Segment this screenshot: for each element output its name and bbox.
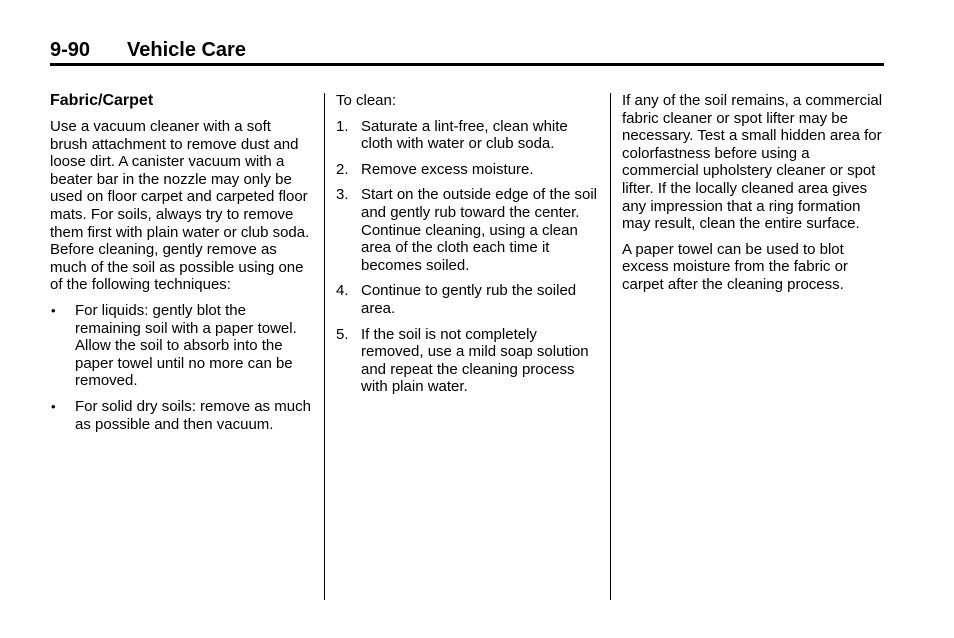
paragraph: If any of the soil remains, a commercial fabric cleaner or spot lifter may be necessary. Test a small hidden area for colorfastness before using a commercial upholstery cleaner or spot lifter. If the locally cleaned area gives any impression that a ring formation may result, clean the entire surface. <box>622 92 883 233</box>
list-item-text: For liquids: gently blot the remaining soil with a paper towel. Allow the soil to absorb into the paper towel until no more can be removed. <box>75 301 297 390</box>
header-rule <box>50 63 884 66</box>
step-number: 2. <box>336 160 349 178</box>
list-item-text: For solid dry soils: remove as much as possible and then vacuum. <box>75 397 311 433</box>
step-text: Remove excess moisture. <box>361 160 534 178</box>
list-item <box>50 398 312 433</box>
bullet-icon: • <box>51 398 56 414</box>
column-3 <box>622 92 888 302</box>
column-divider <box>324 93 325 600</box>
cleaning-steps <box>336 118 598 396</box>
step-number: 4. <box>336 282 349 300</box>
step-item <box>336 186 598 274</box>
technique-list <box>50 302 312 433</box>
steps-intro: To clean: <box>336 92 397 109</box>
step-number: 5. <box>336 325 349 343</box>
page-header <box>50 39 884 65</box>
step-number: 3. <box>336 186 349 204</box>
step-item <box>336 282 598 317</box>
step-text: Start on the outside edge of the soil and gently rub toward the center. Continue cleaning, using a clean area of the cloth each time it becomes soiled. <box>361 186 597 274</box>
step-number: 1. <box>336 117 349 135</box>
section-title: Vehicle Care <box>127 39 246 61</box>
list-item <box>50 302 312 390</box>
page-number: 9-90 <box>50 39 91 61</box>
subsection-heading: Fabric/Carpet <box>50 92 154 109</box>
step-item <box>336 326 598 396</box>
step-item <box>336 118 598 153</box>
step-text: Continue to gently rub the soiled area. <box>361 282 577 317</box>
column-2 <box>336 92 598 404</box>
paragraph: A paper towel can be used to blot excess moisture from the fabric or carpet after the cleaning process. <box>622 240 848 293</box>
column-1 <box>50 92 312 441</box>
step-text: If the soil is not completely removed, use a mild soap solution and repeat the cleaning process with plain water. <box>361 325 589 396</box>
column-divider <box>610 93 611 600</box>
bullet-icon: • <box>51 302 56 318</box>
step-text: Saturate a lint-free, clean white cloth with water or club soda. <box>361 117 568 153</box>
intro-paragraph: Use a vacuum cleaner with a soft brush attachment to remove dust and loose dirt. A canister vacuum with a beater bar in the nozzle may only be used on floor carpet and carpeted floor mats. For soils, always try to remove them first with plain water or club soda. Before cleaning, gently remove as much of the soil as possible using one of the following techniques: <box>50 118 310 294</box>
step-item <box>336 161 598 179</box>
